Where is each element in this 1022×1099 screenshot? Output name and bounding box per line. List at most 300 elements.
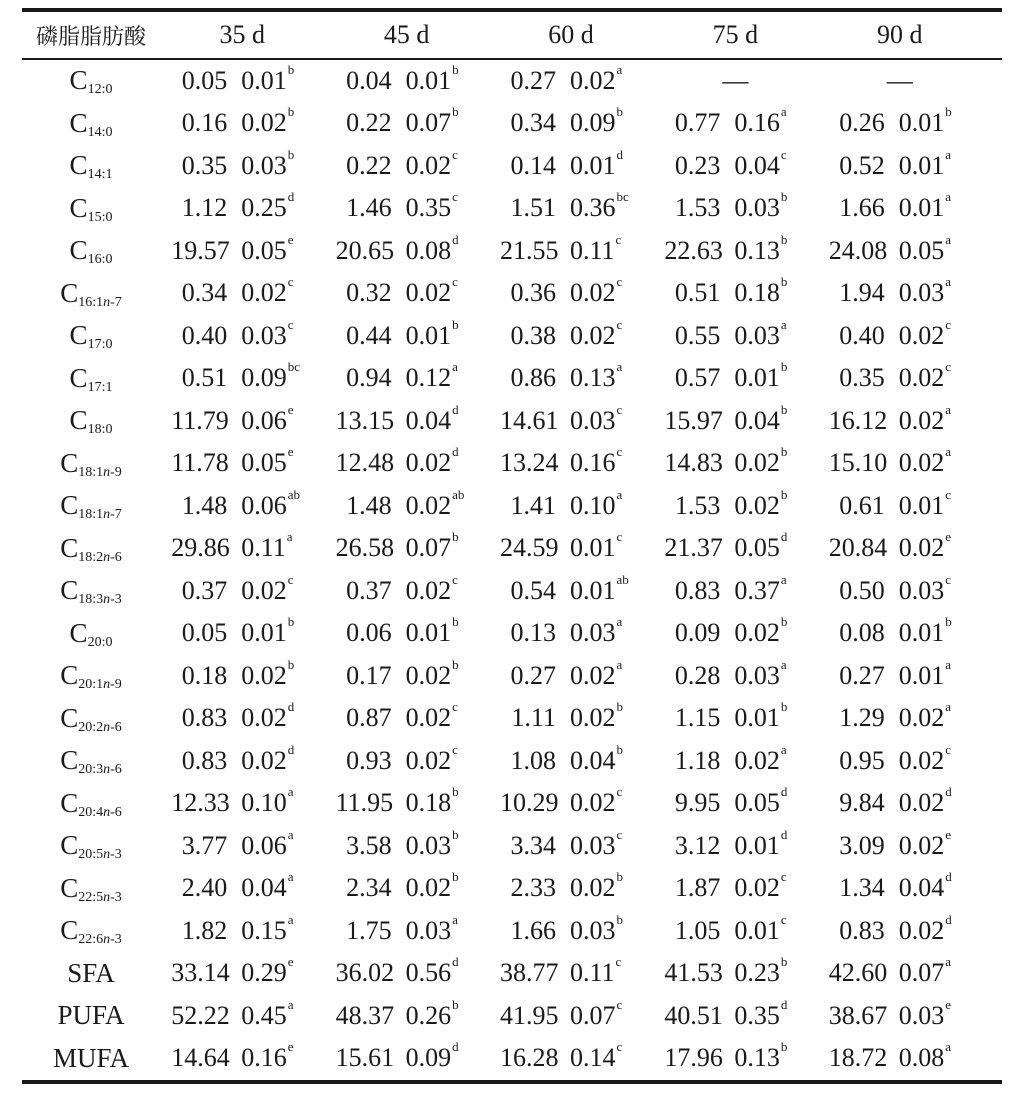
error-number: 0.02 [405,703,452,733]
fatty-acid-label [22,108,160,139]
error-value [402,571,478,606]
error-value [895,486,971,521]
error-number: 0.02 [898,915,945,945]
omega-position: -6 [110,719,122,735]
mean-value: 0.40 [181,320,228,350]
value-cell [160,231,324,266]
error-value [566,529,642,563]
error-number: 0.04 [734,150,780,180]
table-row [22,655,1002,698]
significance-letter: c [452,274,458,290]
value-cell [324,529,488,563]
error-number: 0.02 [241,660,287,690]
fatty-acid-label [22,320,160,351]
value-cell [818,274,982,308]
error-number: 0.01 [241,65,287,95]
error-number: 0.02 [241,108,287,138]
value-cell [324,571,488,606]
carbon-bond-count: 16:1 [78,294,104,310]
error-value [730,529,806,563]
value-cell [653,146,817,181]
significance-letter: b [452,61,459,77]
value-cell [489,146,653,181]
value-cell [653,444,817,478]
error-number: 0.16 [734,108,780,138]
error-number: 0.01 [405,320,452,350]
error-number: 0.02 [405,490,452,520]
error-number: 0.02 [898,745,945,775]
mean-value: 3.34 [510,830,556,860]
value-cell [160,486,324,521]
value-cell [489,571,653,606]
value-cell [324,869,488,903]
mean-value: 0.51 [674,278,721,308]
value-cell [489,231,653,266]
error-number: 0.02 [898,703,945,733]
error-value [237,571,313,606]
error-number: 0.02 [569,788,616,818]
value-cell [489,699,653,733]
error-number: 0.02 [241,278,287,308]
significance-letter: b [780,274,788,290]
error-value [566,316,642,351]
significance-letter: d [780,826,788,842]
table-row [22,825,1002,868]
value-cell [160,104,324,138]
error-value [895,954,971,988]
mean-value: 40.51 [664,1000,723,1030]
error-number: 0.09 [405,1043,452,1073]
mean-value: 41.95 [499,1000,559,1030]
significance-letter: c [452,699,458,715]
significance-letter: a [945,1039,952,1055]
mean-value: 52.22 [171,1000,230,1030]
value-cell [324,274,488,308]
error-number: 0.16 [241,1043,287,1073]
error-number: 0.05 [898,235,945,265]
fatty-acid-label [22,618,160,649]
significance-letter: b [780,486,788,502]
error-value [402,316,478,351]
mean-value: 2.40 [181,873,228,903]
mean-value: 21.55 [499,235,559,265]
error-value [566,61,642,96]
error-value [402,699,478,733]
significance-letter: ab [616,571,629,587]
value-cell [653,104,817,138]
error-value [237,1039,313,1073]
error-number: 0.07 [405,108,452,138]
carbon-bond-count: 20:3 [78,762,104,778]
mean-value: 0.32 [346,278,392,308]
fatty-acid-base: C [60,830,79,861]
significance-letter: ab [287,486,300,502]
error-number: 0.02 [405,745,452,775]
error-number: 0.04 [734,405,780,435]
table-row [22,995,1002,1038]
error-number: 0.03 [569,618,616,648]
significance-letter: d [452,231,459,247]
table-row [22,1037,1002,1080]
fatty-acid-base: C [60,872,79,903]
value-cell [818,529,982,563]
value-cell [818,146,982,181]
error-number: 0.02 [405,150,452,180]
fatty-acid-label [22,873,160,904]
significance-letter: c [452,146,458,162]
significance-letter: b [780,189,788,205]
fatty-acid-base: C [69,362,88,393]
value-cell [653,359,817,393]
error-value [402,231,478,266]
fatty-acid-label [22,703,160,734]
significance-letter: c [945,359,952,375]
fatty-acid-base: C [69,320,88,351]
value-cell [818,954,982,988]
mean-value: 0.35 [839,363,885,393]
carbon-bond-count: 18:3 [78,592,104,608]
value-cell [653,996,817,1031]
fatty-acid-subscript [88,252,113,267]
mean-value: 0.36 [510,278,556,308]
significance-letter: a [616,61,623,77]
value-cell [160,869,324,903]
value-cell [160,359,324,393]
mean-value: 0.22 [346,150,392,180]
error-value [566,699,642,733]
value-cell [324,996,488,1031]
omega-position: -3 [110,847,122,863]
significance-letter: a [287,826,294,842]
error-number: 0.02 [734,873,780,903]
significance-letter: bc [287,359,300,375]
significance-letter: b [780,954,788,970]
value-cell [489,274,653,308]
error-number: 0.35 [405,193,452,223]
fatty-acid-subscript [78,805,122,820]
mean-value: 0.26 [839,108,885,138]
error-value [402,784,478,818]
significance-letter: c [452,571,458,587]
value-cell [324,146,488,181]
error-value [237,359,313,393]
mean-value: 1.08 [510,745,556,775]
error-value [237,529,313,563]
significance-letter: c [452,741,458,757]
error-value [730,741,806,776]
significance-letter: b [780,614,788,630]
value-cell [489,444,653,478]
value-cell [324,444,488,478]
error-value [402,61,478,96]
fatty-acid-base: SFA [67,957,115,988]
error-number: 0.11 [569,235,615,265]
value-cell [653,954,817,988]
error-number: 0.29 [241,958,287,988]
mean-value: 0.28 [674,660,721,690]
value-cell [653,189,817,223]
mean-value: 1.34 [839,873,885,903]
mean-value: 0.05 [181,618,228,648]
value-cell [818,316,982,351]
error-number: 0.09 [241,363,287,393]
carbon-bond-count: 22:5 [78,889,104,905]
error-number: 0.02 [734,448,780,478]
mean-value: 20.65 [335,235,395,265]
mean-value: 11.79 [171,405,229,435]
mean-value: 12.48 [335,448,395,478]
significance-letter: c [945,741,952,757]
significance-letter: a [945,189,952,205]
table-row [22,60,1002,103]
mean-value: 1.05 [674,915,721,945]
error-number: 0.03 [569,830,616,860]
error-number: 0.01 [734,830,780,860]
error-value [730,231,806,266]
significance-letter: b [287,61,295,77]
error-value [402,274,478,308]
fatty-acid-base: PUFA [57,1000,125,1031]
mean-value: 1.82 [181,915,228,945]
error-value [402,146,478,181]
error-value [402,104,478,138]
value-cell [818,869,982,903]
error-number: 0.08 [898,1043,945,1073]
error-value [566,444,642,478]
table-row [22,442,1002,485]
significance-letter: e [287,231,294,247]
fatty-acid-label [22,533,160,564]
fatty-acid-table [22,8,1002,1084]
value-cell [160,571,324,606]
value-cell [489,869,653,903]
error-value [237,911,313,946]
error-value [566,231,642,266]
significance-letter: b [287,656,295,672]
mean-value: 9.95 [674,788,721,818]
mean-value: 0.83 [674,575,721,605]
error-value [237,316,313,351]
value-cell [324,1039,488,1073]
error-value [730,869,806,903]
no-data-dash: — [886,65,913,95]
mean-value: 0.16 [181,108,228,138]
error-number: 0.02 [405,448,452,478]
significance-letter: d [452,954,459,970]
significance-letter: a [287,996,294,1012]
carbon-bond-count: 20:1 [78,677,104,693]
error-number: 0.03 [241,150,287,180]
value-cell [324,189,488,223]
significance-letter: d [616,146,623,162]
error-number: 0.16 [569,448,616,478]
value-cell [653,699,817,733]
mean-value: 0.17 [346,660,392,690]
fatty-acid-base: C [60,575,79,606]
omega-position: -9 [110,464,122,480]
carbon-bond-count: 18:2 [78,549,104,565]
mean-value: 1.75 [346,915,392,945]
omega-n: n [103,804,111,820]
fatty-acid-base: C [60,745,79,776]
mean-value: 0.87 [346,703,392,733]
value-cell [818,784,982,818]
error-number: 0.02 [569,320,616,350]
mean-value: 0.83 [181,745,228,775]
mean-value: 0.27 [510,65,556,95]
fatty-acid-label [22,150,160,181]
table-row [22,910,1002,953]
value-cell [489,359,653,393]
fatty-acid-label [22,405,160,436]
error-number: 0.06 [241,830,287,860]
error-value [895,359,971,393]
error-value [237,401,313,436]
error-number: 0.13 [569,363,616,393]
carbon-bond-count: 18:0 [87,422,113,438]
mean-value: 0.13 [510,618,556,648]
error-number: 0.56 [405,958,452,988]
error-value [402,869,478,903]
mean-value: 0.27 [510,660,556,690]
fatty-acid-base: C [60,787,79,818]
fatty-acid-subscript [88,82,113,97]
table-row [22,187,1002,230]
mean-value: 14.83 [664,448,723,478]
value-cell [818,189,982,223]
significance-letter: a [616,614,623,630]
mean-value: 1.29 [839,703,885,733]
significance-letter: b [452,316,459,332]
mean-value: 0.05 [181,65,228,95]
omega-position: -9 [110,677,122,693]
error-number: 0.02 [569,660,616,690]
fatty-acid-base: C [69,65,88,96]
mean-value: 36.02 [335,958,395,988]
fatty-acid-base: C [60,447,79,478]
fatty-acid-subscript [88,422,113,437]
table-row [22,315,1002,358]
significance-letter: b [780,444,788,460]
value-cell [324,486,488,521]
error-value [402,996,478,1031]
significance-letter: c [945,571,952,587]
value-cell [818,231,982,266]
table-row [22,782,1002,825]
carbon-bond-count: 14:1 [87,167,113,183]
table-row [22,527,1002,570]
value-cell [160,146,324,181]
significance-letter: b [452,614,459,630]
fatty-acid-label [22,65,160,96]
mean-value: 0.22 [346,108,392,138]
carbon-bond-count: 20:4 [78,804,104,820]
error-value [402,614,478,648]
error-number: 0.03 [569,915,616,945]
significance-letter: c [945,316,952,332]
fatty-acid-label [22,745,160,776]
mean-value: 14.61 [499,405,559,435]
fatty-acid-subscript [88,635,113,650]
mean-value: 11.78 [171,448,229,478]
mean-value: 33.14 [171,958,230,988]
significance-letter: b [780,1039,788,1055]
error-number: 0.03 [405,830,452,860]
significance-letter: d [780,529,788,545]
mean-value: 19.57 [171,235,230,265]
value-cell [489,656,653,691]
mean-value: 24.08 [828,235,888,265]
mean-value: 1.51 [510,193,556,223]
error-number: 0.02 [898,533,945,563]
value-cell [489,486,653,521]
error-number: 0.05 [734,533,780,563]
mean-value: 15.10 [828,448,888,478]
mean-value: 0.09 [674,618,721,648]
fatty-acid-base: C [69,150,88,181]
value-cell [489,189,653,223]
value-cell [324,954,488,988]
value-cell [653,784,817,818]
value-cell [818,486,982,521]
error-number: 0.18 [734,278,780,308]
value-cell [160,656,324,691]
significance-letter: b [287,146,295,162]
mean-value: 0.86 [510,363,556,393]
significance-letter: c [615,231,622,247]
significance-letter: b [780,401,788,417]
error-number: 0.01 [734,703,780,733]
error-value [895,741,971,776]
error-number: 0.02 [405,660,452,690]
value-cell [653,826,817,861]
carbon-bond-count: 14:0 [87,124,113,140]
carbon-bond-count: 15:0 [87,209,113,225]
error-number: 0.14 [569,1043,616,1073]
error-number: 0.03 [241,320,287,350]
error-number: 0.04 [241,873,287,903]
table-row [22,867,1002,910]
error-number: 0.02 [569,873,616,903]
table-row [22,400,1002,443]
significance-letter: a [945,656,952,672]
significance-letter: c [616,316,623,332]
value-cell [160,954,324,988]
error-value [895,699,971,733]
mean-value: 42.60 [828,958,888,988]
significance-letter: b [452,826,459,842]
mean-value: 48.37 [335,1000,395,1030]
mean-value: 11.95 [335,788,394,818]
significance-letter: d [945,784,952,800]
value-cell [818,571,982,606]
significance-letter: a [780,656,787,672]
mean-value: 0.35 [181,150,228,180]
error-value [402,189,478,223]
header-fatty-acid: 磷脂脂肪酸 [35,24,146,50]
value-cell [324,104,488,138]
fatty-acid-label [22,1000,160,1031]
header-period: 90 d [877,20,923,49]
fatty-acid-subscript [78,677,122,692]
significance-letter: e [945,826,952,842]
error-number: 0.02 [734,745,780,775]
fatty-acid-base: C [69,617,88,648]
error-number: 0.02 [405,575,452,605]
table-row [22,612,1002,655]
significance-letter: d [287,699,295,715]
significance-letter: a [287,869,294,885]
